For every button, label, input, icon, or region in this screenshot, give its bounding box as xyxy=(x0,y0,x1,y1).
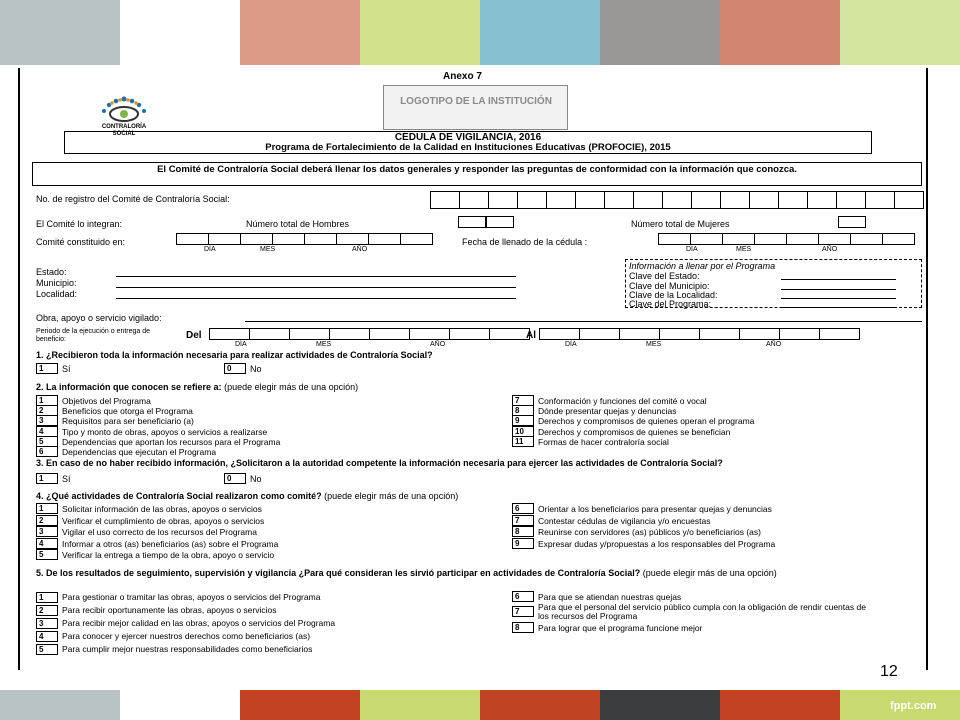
registro-digit-cell[interactable] xyxy=(459,191,489,209)
q4-option-label: Reunirse con servidores (as) públicos y/o beneficiarios (as) xyxy=(538,527,761,537)
q5-option-label: Para recibir oportunamente las obras, apoyos o servicios xyxy=(62,605,277,615)
q2-option-number[interactable]: 3 xyxy=(36,415,58,426)
date-cell[interactable] xyxy=(400,233,433,245)
constituido-dia-caption: DÍA xyxy=(204,246,216,253)
date-cell[interactable] xyxy=(449,328,490,340)
q5-option-number[interactable]: 8 xyxy=(512,622,534,633)
top-color-stripes xyxy=(0,0,960,65)
clave-programa-label: Clave del Programa: xyxy=(629,299,712,309)
mujeres-box[interactable] xyxy=(838,216,866,228)
q4-option-label: Contestar cédulas de vigilancia y/o encuestas xyxy=(538,515,711,526)
q4-option-number[interactable]: 3 xyxy=(36,526,58,537)
color-stripe xyxy=(360,690,480,720)
fecha-anio-caption: AÑO xyxy=(822,246,838,253)
date-cell[interactable] xyxy=(818,233,851,245)
q5-option-label: Para que el personal del servicio público cumpla con la obligación de rendir cuentas de los recursos del Programa xyxy=(538,601,866,621)
q1-option-no-label: No xyxy=(250,364,262,374)
q2-option-number[interactable]: 7 xyxy=(512,395,534,406)
al-mes-caption: MES xyxy=(646,341,662,348)
color-stripe xyxy=(120,690,240,720)
q2-option-label: Derechos y compromisos de quienes se benefician xyxy=(538,426,731,437)
municipio-label: Municipio: xyxy=(36,278,77,288)
color-stripe xyxy=(600,690,720,720)
color-stripe xyxy=(480,690,600,720)
q2-option-number[interactable]: 10 xyxy=(512,426,534,437)
q4-option-number[interactable]: 4 xyxy=(36,538,58,549)
q5-option-number[interactable]: 2 xyxy=(36,605,58,616)
registro-digit-cell[interactable] xyxy=(517,191,547,209)
registro-digit-cell[interactable] xyxy=(488,191,518,209)
q2-option-label: Conformación y funciones del comité o vocal xyxy=(538,396,707,406)
q4-option-label: Verificar la entrega a tiempo de la obra, apoyo o servicio xyxy=(62,550,275,560)
color-stripe xyxy=(240,690,360,720)
del-mes-caption: MES xyxy=(316,341,332,348)
obra-label: Obra, apoyo o servicio vigilado: xyxy=(36,313,162,323)
registro-digit-cell[interactable] xyxy=(865,191,895,209)
registro-digit-cell[interactable] xyxy=(546,191,576,209)
date-cell[interactable] xyxy=(249,328,290,340)
question-2-note: (puede elegir más de una opción) xyxy=(224,382,359,392)
question-4-wrap xyxy=(36,491,458,501)
q2-option-label: Dependencias que aportan los recursos para el Programa xyxy=(62,436,281,447)
al-dia-caption: DÍA xyxy=(565,341,577,348)
date-cell[interactable] xyxy=(739,328,780,340)
registro-digit-cell[interactable] xyxy=(778,191,808,209)
obra-line[interactable] xyxy=(245,321,922,322)
color-stripe xyxy=(720,690,840,720)
registro-digit-cell[interactable] xyxy=(633,191,663,209)
fecha-mes-caption: MES xyxy=(736,246,752,253)
date-cell[interactable] xyxy=(304,233,337,245)
q2-option-number[interactable]: 8 xyxy=(512,405,534,416)
document-page xyxy=(18,65,930,680)
q2-option-number[interactable]: 5 xyxy=(36,436,58,447)
q5-option-number[interactable]: 3 xyxy=(36,618,58,629)
q2-option-label: Formas de hacer contraloría social xyxy=(538,436,669,447)
al-anio-caption: AÑO xyxy=(766,341,782,348)
logo-placeholder-text: LOGOTIPO DE LA INSTITUCIÓN xyxy=(400,96,552,107)
registro-digit-cell[interactable] xyxy=(894,191,924,209)
q3-option-si-number[interactable]: 1 xyxy=(36,473,58,484)
q4-option-number[interactable]: 5 xyxy=(36,549,58,560)
clave-estado-line[interactable] xyxy=(781,279,896,280)
q4-option-number[interactable]: 1 xyxy=(36,503,58,514)
q5-option-label: Para lograr que el programa funcione mejor xyxy=(538,622,703,633)
q5-option-label: Para recibir mejor calidad en las obras, apoyos o servicios del Programa xyxy=(62,618,336,628)
del-anio-caption: AÑO xyxy=(430,341,446,348)
color-stripe xyxy=(360,0,480,65)
q4-option-number[interactable]: 6 xyxy=(512,503,534,514)
form-subtitle: Programa de Fortalecimiento de la Calidad en Instituciones Educativas (PROFOCIE), 2015 xyxy=(265,142,671,153)
clave-estado-label: Clave del Estado: xyxy=(629,271,700,281)
q4-option-label: Informar a otros (as) beneficiarios (as) sobre el Programa xyxy=(62,538,279,549)
q2-option-label: Dónde presentar quejas y denuncias xyxy=(538,406,677,417)
q4-option-label: Expresar dudas y/propuestas a los responsables del Programa xyxy=(538,538,776,549)
question-1: 1. ¿Recibieron toda la información necesaria para realizar actividades de Contraloría Social? xyxy=(36,350,433,360)
clave-localidad-line[interactable] xyxy=(781,298,896,299)
bottom-color-stripes xyxy=(0,690,960,720)
registro-digit-cell[interactable] xyxy=(430,191,460,209)
q3-option-no-number[interactable]: 0 xyxy=(224,473,246,484)
q4-option-label: Verificar el cumplimiento de obras, apoyos o servicios xyxy=(62,515,265,526)
registro-digit-cell[interactable] xyxy=(749,191,779,209)
date-cell[interactable] xyxy=(722,233,755,245)
date-cell[interactable] xyxy=(882,233,915,245)
q4-option-label: Orientar a los beneficiarios para presentar quejas y denuncias xyxy=(538,504,772,514)
date-cell[interactable] xyxy=(754,233,787,245)
date-cell[interactable] xyxy=(409,328,450,340)
logo-placeholder-box xyxy=(383,85,568,130)
date-cell[interactable] xyxy=(272,233,305,245)
date-cell[interactable] xyxy=(659,328,700,340)
annex-label: Anexo 7 xyxy=(443,71,482,82)
color-stripe xyxy=(240,0,360,65)
contraloria-logo xyxy=(94,95,154,135)
hombres-box-1[interactable] xyxy=(458,216,486,228)
estado-line[interactable] xyxy=(116,276,516,277)
q2-option-label: Requisitos para ser beneficiario (a) xyxy=(62,416,194,427)
q2-option-label: Derechos y compromisos de quienes operan el programa xyxy=(538,416,755,427)
q4-option-number[interactable]: 9 xyxy=(512,538,534,549)
q2-option-label: Objetivos del Programa xyxy=(62,396,151,406)
q2-option-label: Beneficios que otorga el Programa xyxy=(62,406,193,417)
intro-text: El Comité de Contraloría Social deberá llenar los datos generales y responder las preguntas de conformidad con la información que conozca. xyxy=(157,164,797,175)
date-cell[interactable] xyxy=(176,233,209,245)
q5-option-label: Para gestionar o tramitar las obras, apoyos o servicios del Programa xyxy=(62,592,321,602)
q1-option-si-label: Sí xyxy=(62,364,71,374)
question-3: 3. En caso de no haber recibido información, ¿Solicitaron a la autoridad competente la información necesaria para ejercer las actividades de Contraloría Social? xyxy=(36,458,723,468)
question-2: 2. La información que conocen se refiere a: xyxy=(36,382,222,392)
date-cell[interactable] xyxy=(779,328,820,340)
left-border-line xyxy=(18,68,20,670)
del-dia-caption: DÍA xyxy=(235,341,247,348)
q5-option-label: Para conocer y ejercer nuestros derechos como beneficiarios (as) xyxy=(62,631,311,641)
registro-digit-cell[interactable] xyxy=(691,191,721,209)
registro-digit-cell[interactable] xyxy=(662,191,692,209)
question-2-wrap xyxy=(36,382,358,392)
q2-option-label: Dependencias que ejecutan el Programa xyxy=(62,447,217,457)
date-cell[interactable] xyxy=(699,328,740,340)
color-stripe xyxy=(0,0,120,65)
q2-option-number[interactable]: 11 xyxy=(512,436,534,447)
q4-option-label: Solicitar información de las obras, apoyos o servicios xyxy=(62,504,262,514)
registro-digit-cell[interactable] xyxy=(836,191,866,209)
q5-option-number[interactable]: 7 xyxy=(512,606,534,617)
color-stripe xyxy=(840,0,960,65)
q2-option-number[interactable]: 1 xyxy=(36,395,58,406)
registro-label: No. de registro del Comité de Contraloría Social: xyxy=(36,194,230,204)
municipio-line[interactable] xyxy=(116,287,516,288)
date-cell[interactable] xyxy=(336,233,369,245)
date-cell[interactable] xyxy=(208,233,241,245)
question-4-note: (puede elegir más de una opción) xyxy=(324,491,459,501)
date-cell[interactable] xyxy=(819,328,860,340)
q4-option-number[interactable]: 7 xyxy=(512,515,534,526)
clave-programa-line[interactable] xyxy=(781,307,896,308)
slide-number: 12 xyxy=(880,663,898,680)
q4-option-number[interactable]: 2 xyxy=(36,515,58,526)
color-stripe xyxy=(600,0,720,65)
fecha-llenado-label: Fecha de llenado de la cédula : xyxy=(462,237,588,247)
localidad-label: Localidad: xyxy=(36,289,78,299)
date-cell[interactable] xyxy=(368,233,401,245)
form-title: CÉDULA DE VIGILANCIA, 2016 xyxy=(394,132,542,143)
q5-option-number[interactable]: 4 xyxy=(36,631,58,642)
color-stripe xyxy=(0,690,120,720)
question-5: 5. De los resultados de seguimiento, supervisión y vigilancia ¿Para qué consideran les sirvió participar en actividades de Contraloría Social? xyxy=(36,568,641,578)
periodo-label: Periodo de la ejecución o entrega de beneficio: xyxy=(36,328,151,343)
fecha-dia-caption: DÍA xyxy=(686,246,698,253)
constituido-anio-caption: AÑO xyxy=(352,246,368,253)
q2-option-number[interactable]: 6 xyxy=(36,446,58,457)
question-5-wrap xyxy=(36,568,916,578)
q3-option-si-label: Sí xyxy=(62,474,71,484)
integran-label: El Comité lo integran: xyxy=(36,219,123,229)
date-cell[interactable] xyxy=(489,328,530,340)
constituido-mes-caption: MES xyxy=(260,246,276,253)
date-cell[interactable] xyxy=(289,328,330,340)
localidad-line[interactable] xyxy=(116,298,516,299)
q2-option-number[interactable]: 9 xyxy=(512,415,534,426)
color-stripe xyxy=(480,0,600,65)
q5-option-number[interactable]: 1 xyxy=(36,592,58,603)
color-stripe xyxy=(120,0,240,65)
mujeres-label: Número total de Mujeres xyxy=(631,219,730,229)
intro-box xyxy=(32,162,922,186)
estado-label: Estado: xyxy=(36,267,67,277)
title-box xyxy=(64,131,872,154)
programa-info-box xyxy=(625,259,922,308)
date-cell[interactable] xyxy=(786,233,819,245)
clave-municipio-line[interactable] xyxy=(781,289,896,290)
q2-option-label: Tipo y monto de obras, apoyos o servicios a realizarse xyxy=(62,426,268,437)
right-border-line xyxy=(926,68,928,670)
clave-municipio-label: Clave del Municipio: xyxy=(629,281,710,291)
registro-digit-cell[interactable] xyxy=(807,191,837,209)
q5-option-label: Para cumplir mejor nuestras responsabilidades como beneficiarios xyxy=(62,644,313,654)
del-label: Del xyxy=(186,330,202,341)
registro-digit-cell[interactable] xyxy=(720,191,750,209)
date-cell[interactable] xyxy=(619,328,660,340)
q3-option-no-label: No xyxy=(250,474,262,484)
q4-option-label: Vigilar el uso correcto de los recursos del Programa xyxy=(62,527,257,537)
q1-option-no-number[interactable]: 0 xyxy=(224,363,246,374)
date-cell[interactable] xyxy=(209,328,250,340)
date-cell[interactable] xyxy=(850,233,883,245)
color-stripe xyxy=(720,0,840,65)
hombres-box-2[interactable] xyxy=(486,216,514,228)
q5-option-number[interactable]: 6 xyxy=(512,591,534,602)
q5-option-label: Para que se atiendan nuestras quejas xyxy=(538,592,682,602)
brand-text: fppt.com xyxy=(890,700,937,712)
date-cell[interactable] xyxy=(240,233,273,245)
q2-option-number[interactable]: 4 xyxy=(36,426,58,437)
clave-localidad-label: Clave de la Localidad: xyxy=(629,290,718,300)
date-cell[interactable] xyxy=(690,233,723,245)
date-cell[interactable] xyxy=(579,328,620,340)
date-cell[interactable] xyxy=(539,328,580,340)
registro-digit-cell[interactable] xyxy=(604,191,634,209)
al-label: Al xyxy=(526,330,536,341)
date-cell[interactable] xyxy=(329,328,370,340)
question-5-note: (puede elegir más de una opción) xyxy=(642,568,777,578)
q1-option-si-number[interactable]: 1 xyxy=(36,363,58,374)
programa-info-title: Información a llenar por el Programa xyxy=(629,261,776,271)
q4-option-number[interactable]: 8 xyxy=(512,526,534,537)
hombres-label: Número total de Hombres xyxy=(246,219,350,229)
constituido-label: Comité constituido en: xyxy=(36,237,126,247)
logo-caption: CONTRALORÍA SOCIAL xyxy=(101,124,147,137)
q5-option-number[interactable]: 5 xyxy=(36,644,58,655)
registro-digit-cell[interactable] xyxy=(575,191,605,209)
q2-option-number[interactable]: 2 xyxy=(36,405,58,416)
date-cell[interactable] xyxy=(658,233,691,245)
question-4: 4. ¿Qué actividades de Contraloría Social realizaron como comité? xyxy=(36,491,322,501)
date-cell[interactable] xyxy=(369,328,410,340)
